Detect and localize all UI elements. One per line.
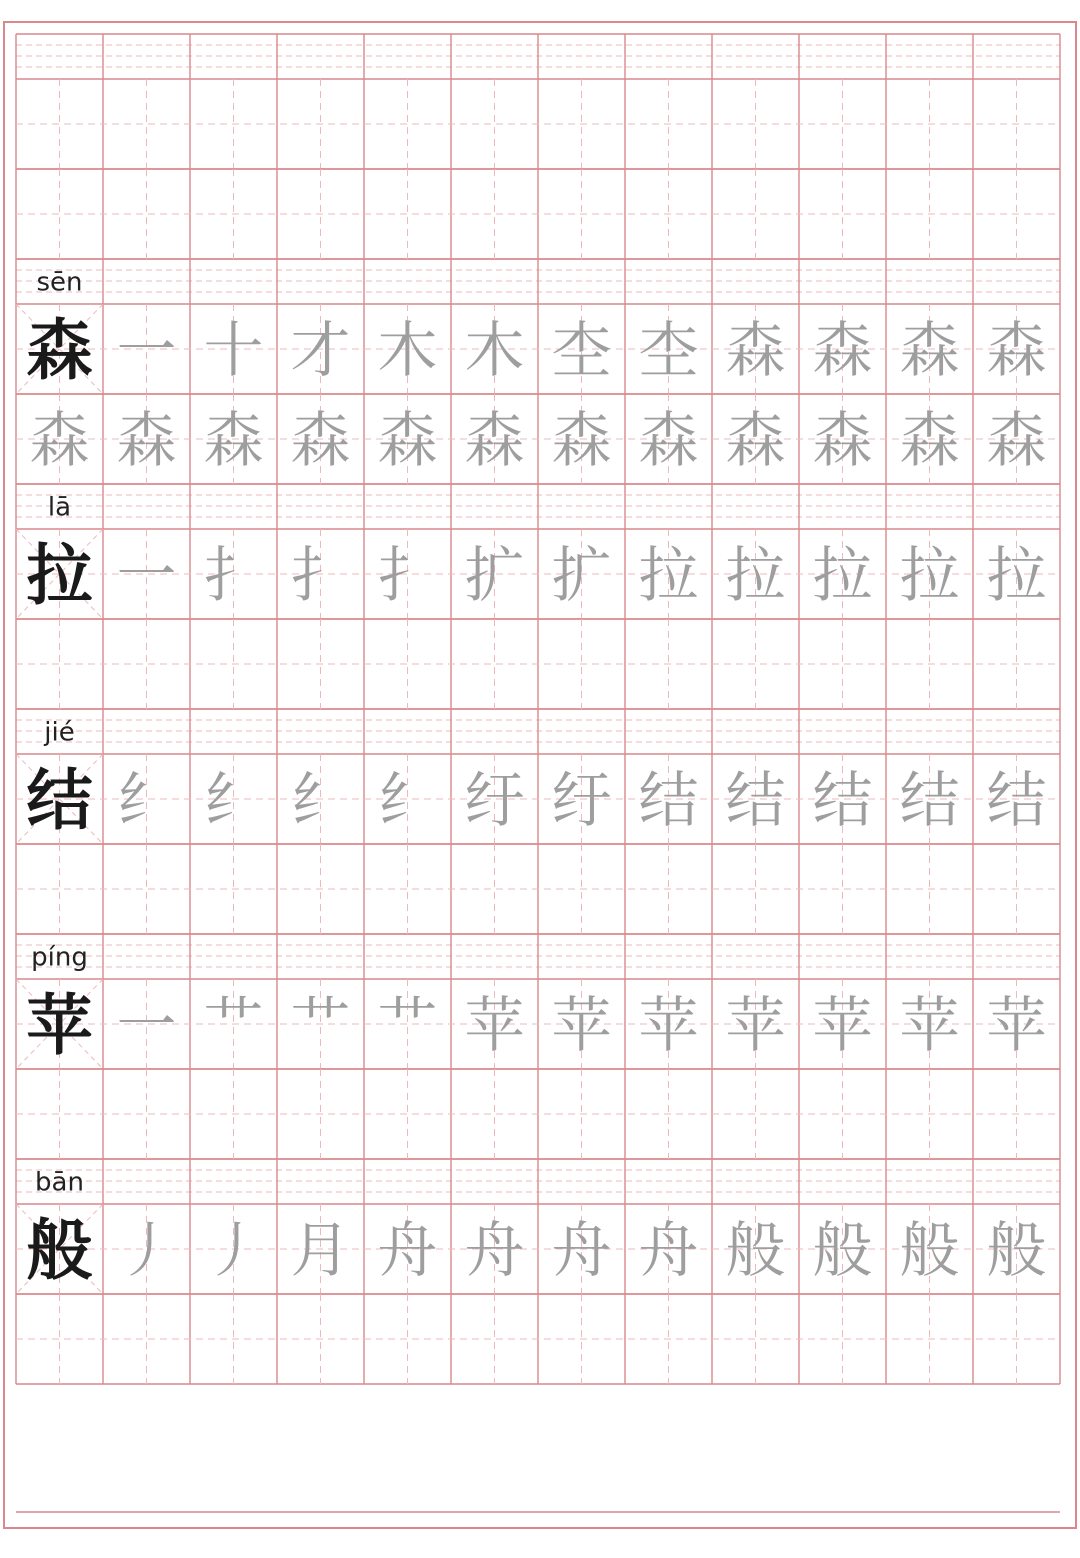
- stroke-step-character: 结: [812, 766, 873, 836]
- stroke-step-character: 苹: [899, 991, 960, 1061]
- model-character: 般: [26, 1211, 93, 1289]
- stroke-step-character: 般: [812, 1216, 873, 1286]
- trace-character: 森: [725, 406, 786, 476]
- stroke-step-character: 般: [899, 1216, 960, 1286]
- trace-character: 森: [116, 406, 177, 476]
- stroke-step-character: 一: [116, 991, 177, 1061]
- trace-character: 森: [899, 406, 960, 476]
- stroke-step-character: 艹: [290, 991, 351, 1061]
- trace-character: 森: [203, 406, 264, 476]
- stroke-step-character: 结: [986, 766, 1047, 836]
- stroke-step-character: 苹: [725, 991, 786, 1061]
- stroke-step-character: 扩: [551, 541, 612, 611]
- stroke-step-character: 森: [812, 316, 873, 386]
- stroke-step-character: 森: [725, 316, 786, 386]
- stroke-step-character: 丿: [116, 1216, 177, 1286]
- stroke-step-character: 苹: [551, 991, 612, 1061]
- trace-character: 森: [29, 406, 90, 476]
- pinyin-label: lā: [47, 492, 72, 523]
- model-character: 森: [26, 311, 93, 389]
- trace-character: 森: [377, 406, 438, 476]
- stroke-step-character: 纟: [116, 766, 177, 836]
- stroke-step-character: 拉: [986, 541, 1047, 611]
- pinyin-label: bān: [35, 1167, 84, 1198]
- stroke-step-character: 纡: [464, 766, 525, 836]
- stroke-step-character: 般: [725, 1216, 786, 1286]
- stroke-step-character: 结: [899, 766, 960, 836]
- stroke-step-character: 舟: [377, 1216, 438, 1286]
- model-character: 拉: [26, 536, 93, 614]
- trace-character: 森: [812, 406, 873, 476]
- stroke-step-character: 拉: [725, 541, 786, 611]
- stroke-step-character: 扩: [464, 541, 525, 611]
- pinyin-label: sēn: [36, 267, 83, 298]
- character-layer: [27, 268, 1047, 1290]
- stroke-step-character: 一: [116, 541, 177, 611]
- stroke-step-character: 才: [290, 316, 351, 386]
- stroke-step-character: 拉: [638, 541, 699, 611]
- stroke-step-character: 一: [116, 316, 177, 386]
- model-character: 苹: [26, 986, 93, 1064]
- stroke-step-character: 丿: [203, 1216, 264, 1286]
- stroke-step-character: 苹: [638, 991, 699, 1061]
- stroke-step-character: 纟: [203, 766, 264, 836]
- stroke-step-character: 苹: [464, 991, 525, 1061]
- stroke-step-character: 月: [290, 1216, 351, 1286]
- pinyin-label: píng: [31, 942, 88, 973]
- stroke-step-character: 苹: [986, 991, 1047, 1061]
- trace-character: 森: [638, 406, 699, 476]
- trace-character: 森: [986, 406, 1047, 476]
- stroke-step-character: 木: [464, 316, 525, 386]
- stroke-step-character: 结: [725, 766, 786, 836]
- stroke-step-character: 艹: [377, 991, 438, 1061]
- stroke-step-character: 纡: [551, 766, 612, 836]
- stroke-step-character: 扌: [203, 541, 264, 611]
- stroke-step-character: 纟: [290, 766, 351, 836]
- stroke-step-character: 杢: [638, 316, 699, 386]
- stroke-step-character: 森: [986, 316, 1047, 386]
- stroke-step-character: 苹: [812, 991, 873, 1061]
- pinyin-label: jié: [44, 717, 75, 748]
- stroke-step-character: 般: [986, 1216, 1047, 1286]
- trace-character: 森: [290, 406, 351, 476]
- stroke-step-character: 森: [899, 316, 960, 386]
- stroke-step-character: 扌: [290, 541, 351, 611]
- trace-character: 森: [464, 406, 525, 476]
- stroke-step-character: 舟: [464, 1216, 525, 1286]
- stroke-step-character: 十: [203, 316, 264, 386]
- stroke-step-character: 拉: [899, 541, 960, 611]
- stroke-step-character: 杢: [551, 316, 612, 386]
- stroke-step-character: 舟: [551, 1216, 612, 1286]
- trace-character: 森: [551, 406, 612, 476]
- stroke-step-character: 舟: [638, 1216, 699, 1286]
- model-character: 结: [26, 761, 93, 839]
- stroke-step-character: 扌: [377, 541, 438, 611]
- stroke-step-character: 艹: [203, 991, 264, 1061]
- stroke-step-character: 木: [377, 316, 438, 386]
- stroke-step-character: 结: [638, 766, 699, 836]
- stroke-step-character: 纟: [377, 766, 438, 836]
- stroke-step-character: 拉: [812, 541, 873, 611]
